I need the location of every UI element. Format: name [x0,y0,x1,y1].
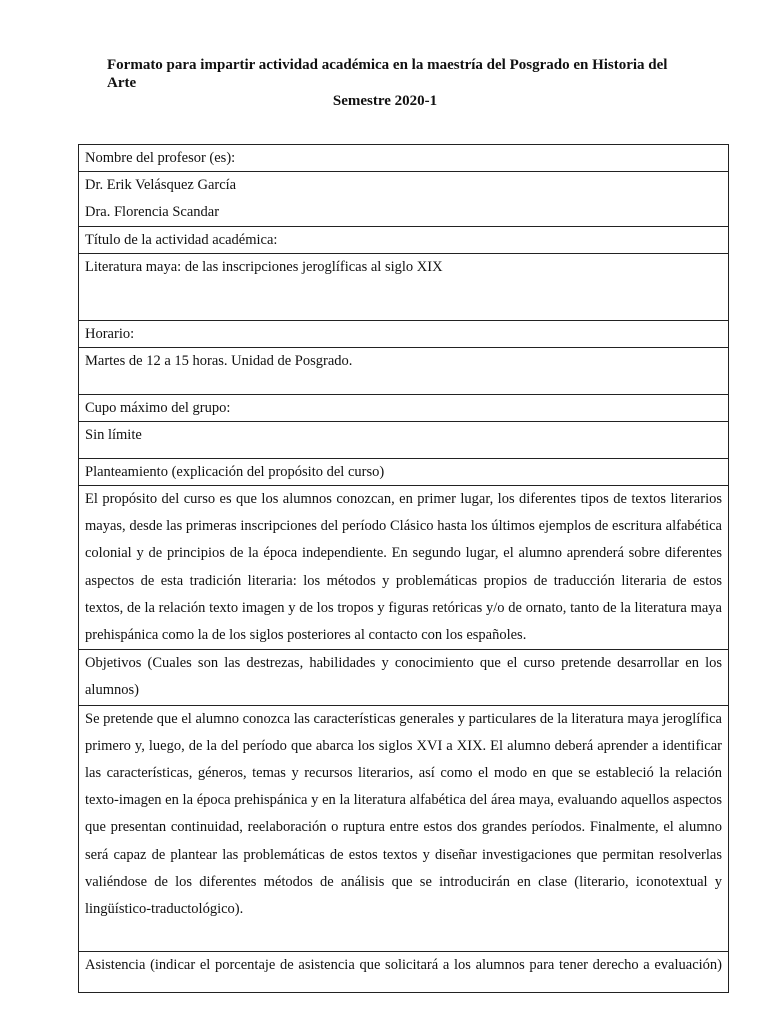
capacity-label-row [79,395,729,422]
document-title: Formato para impartir actividad académica en la maestría del Posgrado en Historia del Arte [107,57,668,91]
semester-text: Semestre 2020-1 [332,93,438,109]
schedule-label: Horario: [79,321,729,348]
objectives-label: Objetivos (Cuales son las destrezas, habilidades y conocimiento que el curso pretende desarrollar en los alumnos) [79,650,729,705]
professor-label: Nombre del profesor (es): [79,145,729,172]
objectives-text: Se pretende que el alumno conozca las características generales y particulares de la literatura maya jeroglífica primero y, luego, de la del período que abarca los siglos XVI a XIX. El alumno deberá aprender a identificar las características, géneros, temas y recursos literarios, así como el modo en que se estableció la relación texto-imagen en la época prehispánica y en la literatura alfabética del área maya, evaluando aquellos aspectos que presentan continuidad, reelaboración o ruptura entre estos dos grandes períodos. Finalmente, el alumno será capaz de plantear las problemáticas de estos textos y diseñar investigaciones que permitan resolverlas valiéndose de los diferentes métodos de análisis que se introducirán en clase (literario, iconotextual y lingüístico-traductológico). [79,705,729,952]
objectives-label-row [79,650,729,705]
professor-value-row [79,172,729,227]
professor-name: Dr. Erik Velásquez García [85,177,237,193]
activity-title-value: Literatura maya: de las inscripciones jeroglíficas al siglo XIX [79,254,729,321]
professor-label-row [79,145,729,172]
course-form-table [78,144,729,993]
semester-label [0,92,770,110]
title-value-row [79,254,729,321]
objectives-text-row [79,705,729,952]
capacity-value: Sin límite [79,422,729,459]
activity-title-label: Título de la actividad académica: [79,227,729,254]
capacity-label: Cupo máximo del grupo: [79,395,729,422]
title-label-row [79,227,729,254]
approach-text-row [79,486,729,650]
professor-name: Dra. Florencia Scandar [85,204,220,220]
schedule-value-row [79,348,729,395]
approach-text: El propósito del curso es que los alumnos conozcan, en primer lugar, los diferentes tipos de textos literarios mayas, desde las primeras inscripciones del período Clásico hasta los últimos ejemplos de escritura alfabética colonial y de principios de la época independiente. En segundo lugar, el alumno aprenderá sobre diferentes aspectos de esta tradición literaria: los métodos y problemáticas propios de traducción literaria de estos textos, de la relación texto imagen y de los tropos y figuras retóricas y/o de ornato, tanto de la literatura maya prehispánica como la de los siglos posteriores al contacto con los españoles. [79,486,729,650]
attendance-label: Asistencia (indicar el porcentaje de asistencia que solicitará a los alumnos para tener derecho a evaluación) [79,952,729,993]
attendance-label-row [79,952,729,993]
schedule-label-row [79,321,729,348]
approach-label: Planteamiento (explicación del propósito del curso) [79,459,729,486]
schedule-value: Martes de 12 a 15 horas. Unidad de Posgrado. [79,348,729,395]
capacity-value-row [79,422,729,459]
professor-names [79,172,729,227]
approach-label-row [79,459,729,486]
